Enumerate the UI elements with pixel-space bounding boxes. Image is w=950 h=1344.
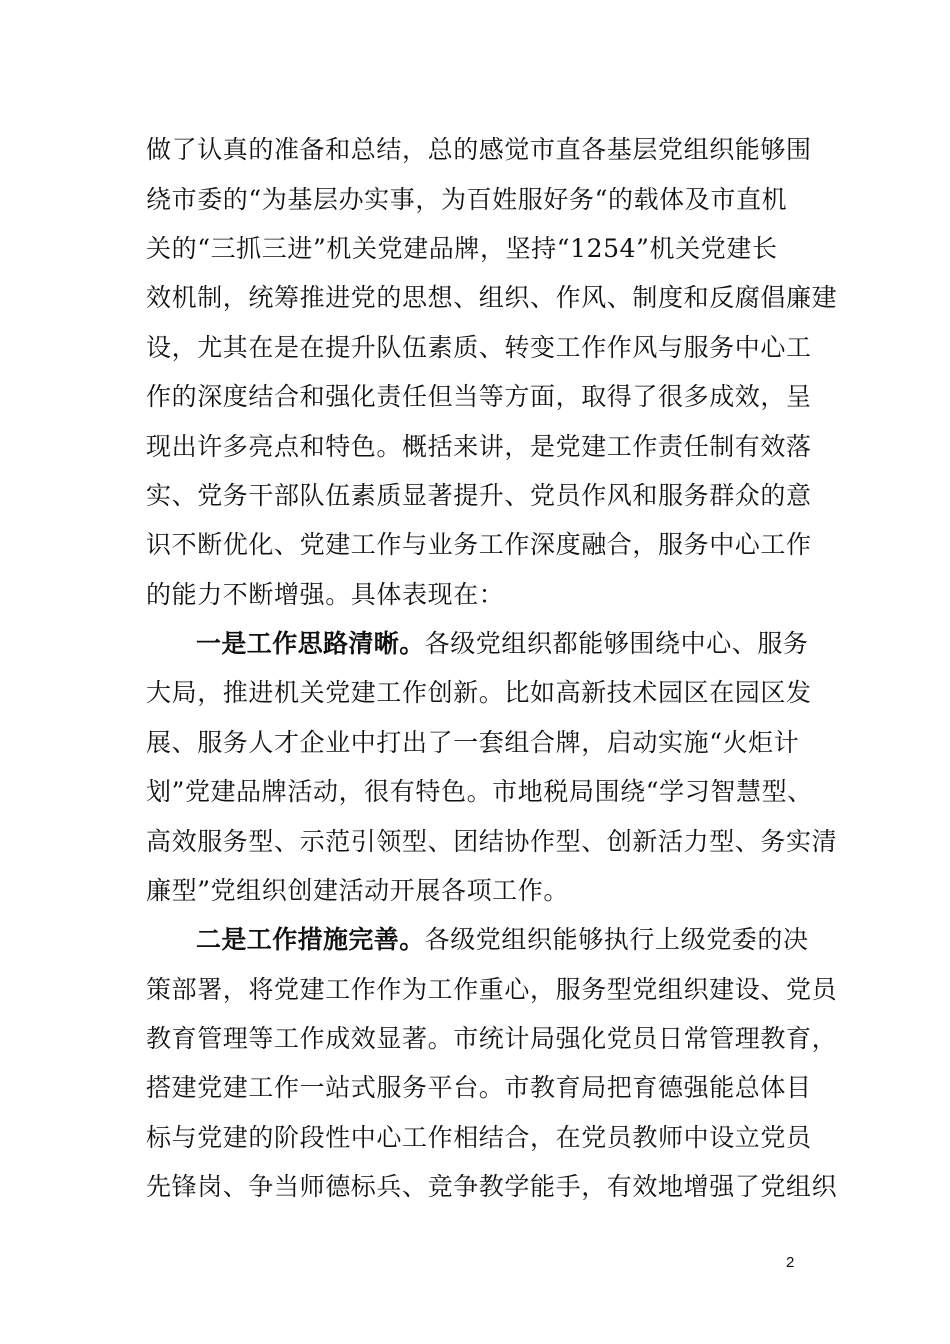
text-line: 教育管理等工作成效显著。市统计局强化党员日常管理教育， — [146, 1024, 838, 1053]
text-line: 的能力不断增强。具体表现在： — [146, 580, 505, 609]
text-line: 设，尤其在是在提升队伍素质、转变工作作风与服务中心工 — [146, 333, 812, 362]
paragraph-first-line — [196, 920, 809, 960]
text-span: 各级党组织都能够围绕中心、服务 — [424, 629, 809, 658]
page-number: 2 — [786, 1254, 795, 1271]
text-line: 识不断优化、党建工作与业务工作深度融合，服务中心工作 — [146, 530, 812, 559]
text-line: 现出许多亮点和特色。概括来讲，是党建工作责任制有效落 — [146, 432, 812, 461]
section-heading: 二是工作措施完善。 — [196, 925, 425, 954]
text-line: 策部署，将党建工作作为工作重心，服务型党组织建设、党员 — [146, 975, 838, 1004]
text-line: 效机制，统筹推进党的思想、组织、作风、制度和反腐倡廉建 — [146, 283, 838, 312]
text-line: 作的深度结合和强化责任但当等方面，取得了很多成效，呈 — [146, 382, 812, 411]
text-line: 大局，推进机关党建工作创新。比如高新技术园区在园区发 — [146, 678, 812, 707]
text-line: 搭建党建工作一站式服务平台。市教育局把育德强能总体目 — [146, 1073, 812, 1102]
text-span: 各级党组织能够执行上级党委的决 — [424, 925, 809, 954]
text-line: 划”党建品牌活动，很有特色。市地税局围绕“学习智慧型、 — [146, 777, 813, 806]
text-line: 做了认真的准备和总结，总的感觉市直各基层党组织能够围 — [146, 135, 812, 164]
text-line: 绕市委的“为基层办实事，为百姓服好务“的载体及市直机 — [146, 185, 788, 214]
text-line: 关的“三抓三进”机关党建品牌，坚持“1254”机关党建长 — [146, 234, 778, 263]
text-line: 先锋岗、争当师德标兵、竞争教学能手，有效地增强了党组织 — [146, 1172, 838, 1201]
text-line: 高效服务型、示范引领型、团结协作型、创新活力型、务实清 — [146, 827, 838, 856]
text-line: 标与党建的阶段性中心工作相结合，在党员教师中设立党员 — [146, 1123, 812, 1152]
paragraph-first-line — [196, 624, 809, 664]
text-line: 实、党务干部队伍素质显著提升、党员作风和服务群众的意 — [146, 481, 812, 510]
section-heading: 一是工作思路清晰。 — [196, 629, 425, 658]
text-line: 廉型”党组织创建活动开展各项工作。 — [146, 876, 569, 905]
text-line: 展、服务人才企业中打出了一套组合牌，启动实施“火炬计 — [146, 728, 800, 757]
